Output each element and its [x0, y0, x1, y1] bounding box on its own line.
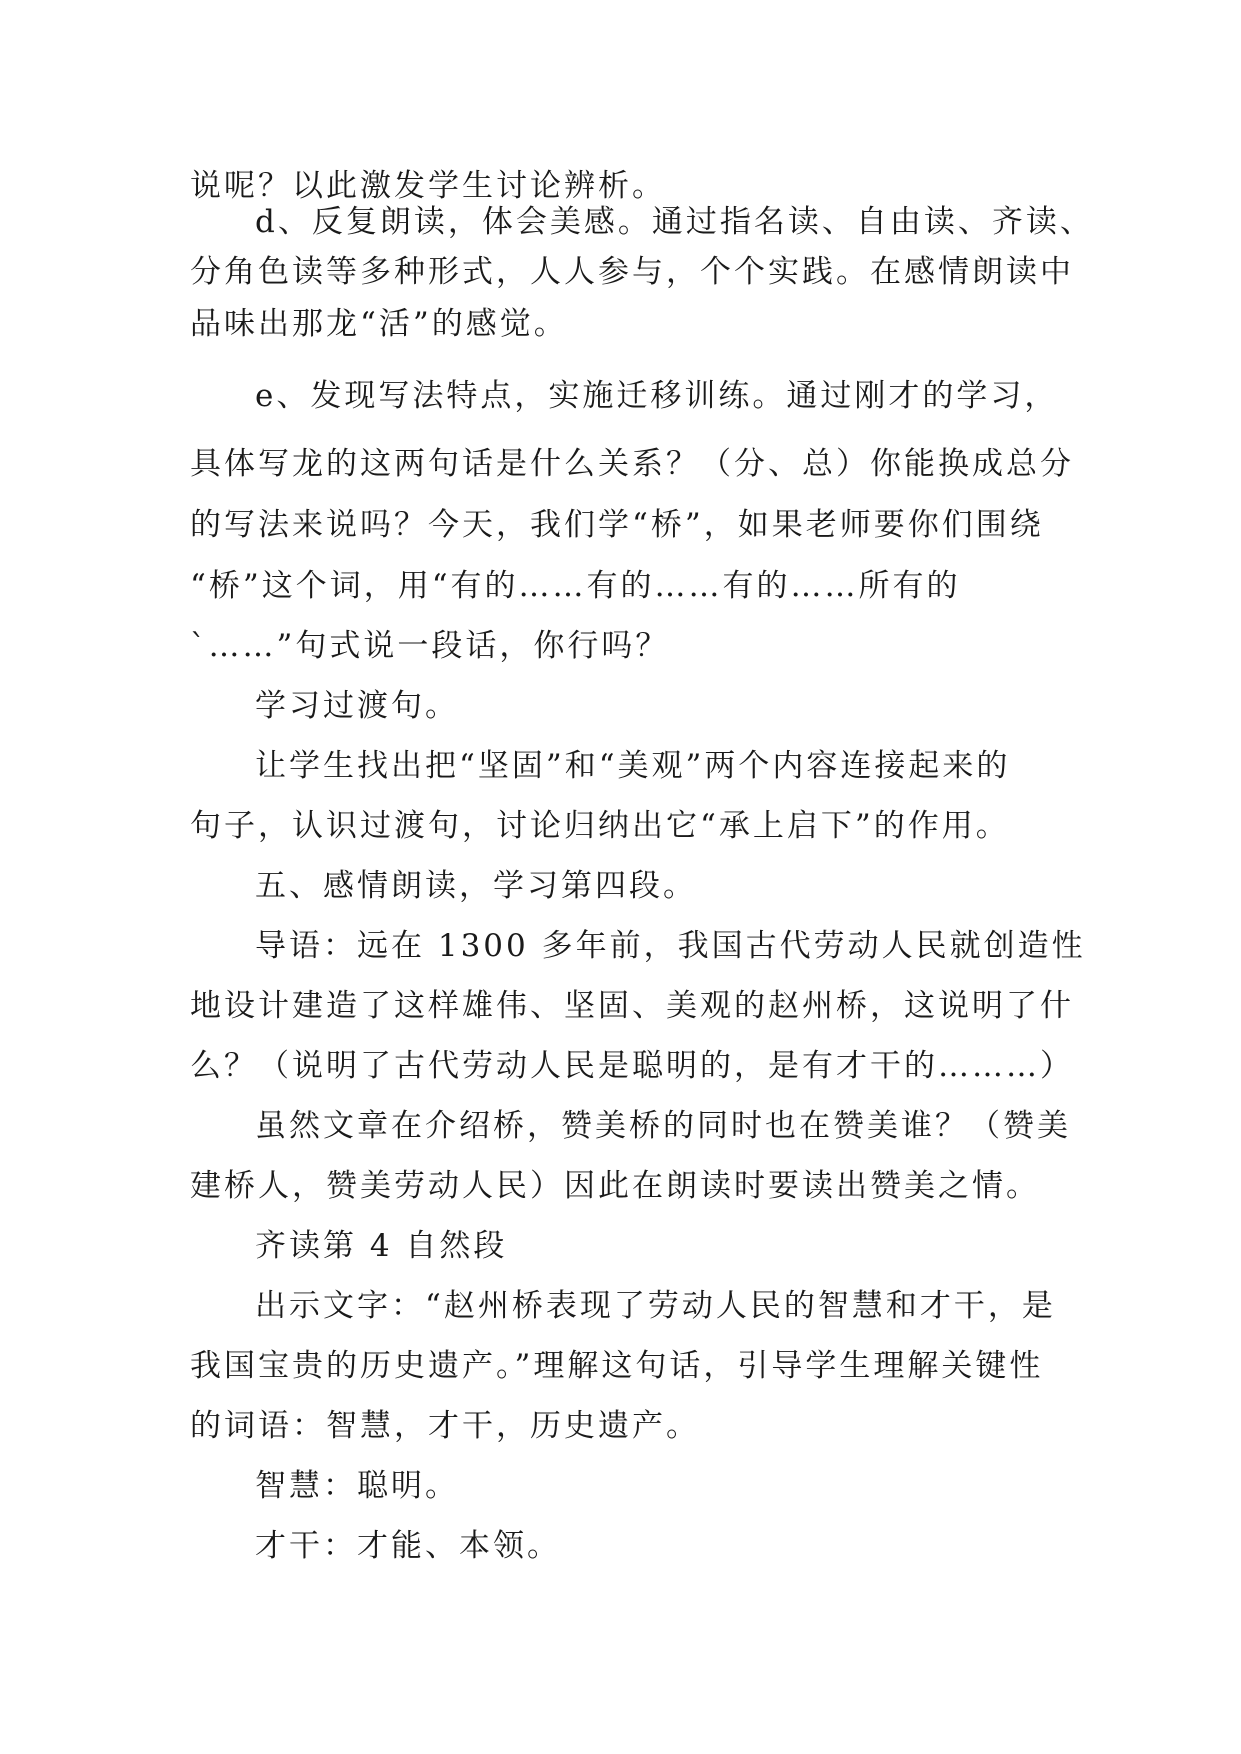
- text-line: 才干：才能、本领。: [255, 1528, 561, 1564]
- text-line: 智慧：聪明。: [255, 1468, 459, 1504]
- text-line: 么？（说明了古代劳动人民是聪明的，是有才干的………）: [190, 1048, 1074, 1084]
- text-line: 我国宝贵的历史遗产。”理解这句话，引导学生理解关键性: [190, 1348, 1044, 1384]
- text-line: 学习过渡句。: [255, 688, 459, 724]
- text-line: e、发现写法特点，实施迁移训练。通过刚才的学习，: [255, 378, 1059, 414]
- text-line: 出示文字：“赵州桥表现了劳动人民的智慧和才干，是: [255, 1288, 1056, 1324]
- text-line: 句子，认识过渡句，讨论归纳出它“承上启下”的作用。: [190, 808, 1010, 844]
- text-line: “桥”这个词，用“有的……有的……有的……所有的: [190, 568, 961, 604]
- text-line: d、反复朗读，体会美感。通过指名读、自由读、齐读、: [255, 204, 1094, 240]
- text-line: 说呢？以此激发学生讨论辨析。: [190, 168, 666, 204]
- text-line: 具体写龙的这两句话是什么关系？（分、总）你能换成总分: [190, 446, 1074, 482]
- text-line: 地设计建造了这样雄伟、坚固、美观的赵州桥，这说明了什: [190, 988, 1074, 1024]
- text-line: 建桥人，赞美劳动人民）因此在朗读时要读出赞美之情。: [190, 1168, 1040, 1204]
- text-line: 让学生找出把“坚固”和“美观”两个内容连接起来的: [255, 748, 1011, 784]
- text-line: 导语：远在 1300 多年前，我国古代劳动人民就创造性: [255, 928, 1086, 964]
- text-line: 品味出那龙“活”的感觉。: [190, 306, 568, 342]
- text-line: 齐读第 4 自然段: [255, 1228, 508, 1264]
- text-line: 分角色读等多种形式，人人参与，个个实践。在感情朗读中: [190, 254, 1074, 290]
- text-line: 的写法来说吗？今天，我们学“桥”，如果老师要你们围绕: [190, 507, 1044, 543]
- text-line: 五、感情朗读，学习第四段。: [255, 868, 697, 904]
- text-line: 的词语：智慧，才干，历史遗产。: [190, 1408, 700, 1444]
- text-line: `……”句式说一段话，你行吗？: [190, 628, 670, 664]
- text-line: 虽然文章在介绍桥，赞美桥的同时也在赞美谁？（赞美: [255, 1108, 1071, 1144]
